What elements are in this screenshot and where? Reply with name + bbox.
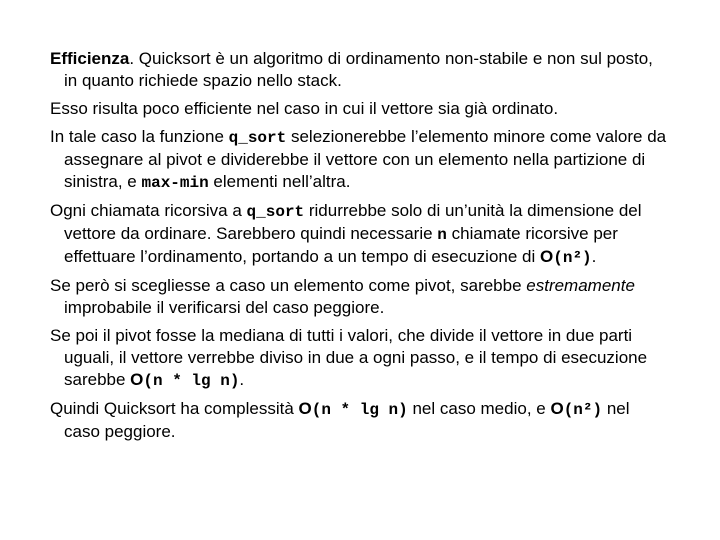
text: nel caso medio, e xyxy=(407,399,551,418)
emphasis-estremamente: estremamente xyxy=(526,276,635,295)
text: Ogni chiamata ricorsiva a xyxy=(50,201,247,220)
code-n-squared: (n²) xyxy=(553,249,592,267)
text: . xyxy=(239,370,245,389)
text: Esso risulta poco efficiente nel caso in cui il vettore sia già ordinato. xyxy=(50,99,559,118)
term-efficienza: Efficienza xyxy=(50,49,130,68)
text: Quindi Quicksort ha complessità xyxy=(50,399,299,418)
text: Se poi il pivot fosse la mediana di tutti i valori, che divide il vettore in due parti uguali, il vettore verrebbe diviso in due a ogni passo, e il tempo di esecuzione sarebbe xyxy=(50,326,648,389)
text: ridurrebbe solo di un’unità la dimensione del vettore da ordinare. Sarebbero quindi necessarie xyxy=(64,201,642,243)
paragraph-efficiency xyxy=(50,48,670,92)
text: In tale caso la funzione xyxy=(50,127,229,146)
code-q-sort: q_sort xyxy=(246,203,305,221)
text: nel caso peggiore. xyxy=(64,399,630,441)
code-max-min: max-min xyxy=(141,174,209,192)
text: chiamate ricorsive per effettuare l’ordinamento, portando a un tempo di esecuzione di xyxy=(64,224,618,266)
text: . Quicksort è un algoritmo di ordinamento non-stabile e non sul posto, in quanto richiede spazio nello stack. xyxy=(64,49,653,90)
paragraph-median-pivot xyxy=(50,325,670,392)
big-o: O xyxy=(298,399,312,418)
code-q-sort: q_sort xyxy=(228,129,287,147)
code-n-squared: (n²) xyxy=(563,401,603,419)
paragraph-recursive-calls xyxy=(50,200,670,269)
big-o: O xyxy=(130,370,144,389)
paragraph-sorted-case xyxy=(50,98,670,120)
paragraph-random-pivot xyxy=(50,275,670,319)
big-o: O xyxy=(540,247,554,266)
text: . xyxy=(591,247,597,266)
text: selezionerebbe l’elemento minore come valore da assegnare al pivot e dividerebbe il vettore con un elemento nella partizione di sinistra, e xyxy=(64,127,667,191)
code-n-lg-n: (n * lg n) xyxy=(311,401,408,419)
big-o: O xyxy=(550,399,564,418)
slide-body xyxy=(50,48,670,449)
text: elementi nell’altra. xyxy=(208,172,351,191)
text: Se però si scegliesse a caso un elemento come pivot, sarebbe xyxy=(50,276,527,295)
text: improbabile il verificarsi del caso peggiore. xyxy=(64,298,385,317)
paragraph-qsort-choice xyxy=(50,126,670,194)
paragraph-conclusion xyxy=(50,398,670,443)
code-n: n xyxy=(437,226,447,244)
code-n-lg-n: (n * lg n) xyxy=(143,372,240,390)
